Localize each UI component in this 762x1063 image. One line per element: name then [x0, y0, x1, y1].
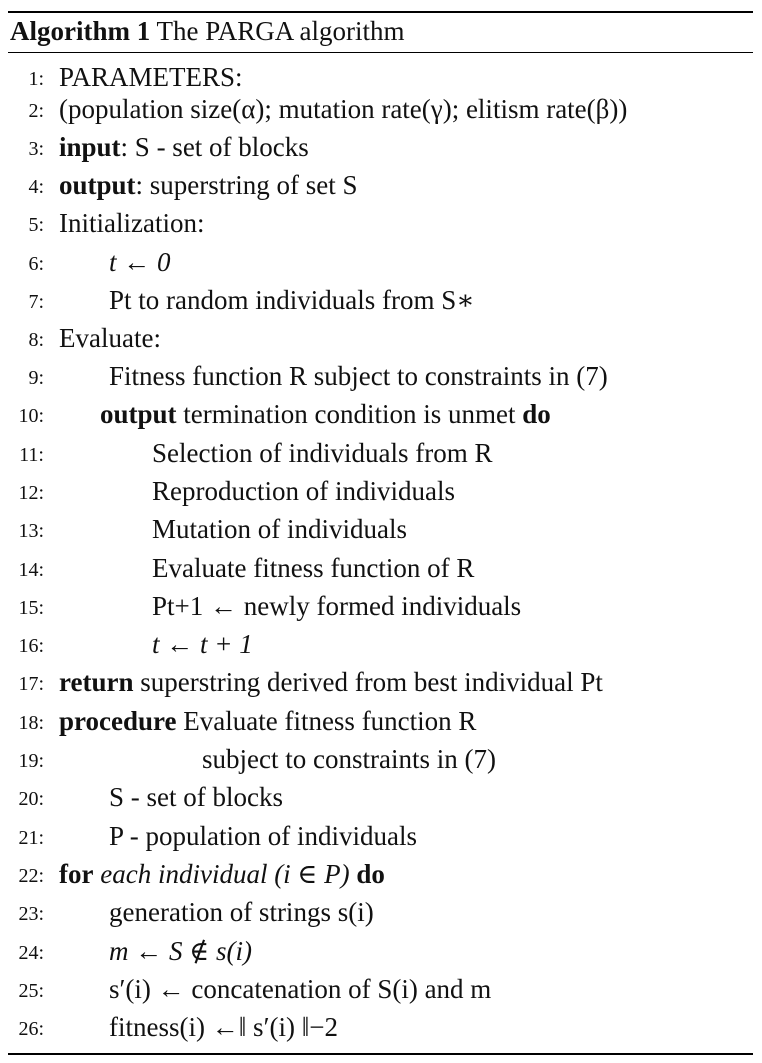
line-text: [59, 855, 385, 893]
line-text: generation of strings s(i): [109, 897, 374, 927]
algorithm-line: [0, 204, 762, 242]
algorithm-line: [0, 510, 762, 548]
line-number: 2:: [28, 100, 44, 122]
line-number: 9:: [28, 367, 44, 389]
algorithm-line: [0, 166, 762, 204]
line-text: t ← t + 1: [152, 629, 253, 659]
algorithm-line: [0, 778, 762, 816]
line-rest: superstring derived from best individual Pt: [133, 667, 603, 697]
algorithm-line: [0, 281, 762, 319]
line-number: 26:: [18, 1018, 44, 1040]
line-text: [59, 663, 603, 701]
line-number: 20:: [18, 788, 44, 810]
line-number: 21:: [18, 827, 44, 849]
algorithm-line: [0, 395, 762, 433]
algorithm-line: [0, 663, 762, 701]
line-number: 25:: [18, 980, 44, 1002]
line-number: 24:: [18, 942, 44, 964]
line-number: 23:: [18, 903, 44, 925]
algorithm-line: [0, 319, 762, 357]
line-text: Evaluate fitness function of R: [152, 553, 475, 583]
line-text: Selection of individuals from R: [152, 438, 493, 468]
keyword-procedure: procedure: [59, 706, 177, 736]
algorithm-line: [0, 472, 762, 510]
line-text: Pt to random individuals from S∗: [109, 285, 475, 315]
line-rest: each individual (i ∈ P): [93, 859, 357, 889]
line-text: t ← 0: [109, 247, 171, 277]
algorithm-line: [0, 128, 762, 166]
line-text: [59, 128, 309, 166]
line-number: 22:: [18, 865, 44, 887]
line-text: [59, 166, 358, 204]
line-text: Reproduction of individuals: [152, 476, 455, 506]
keyword-input: input: [59, 132, 121, 162]
line-text: [100, 395, 551, 433]
line-number: 14:: [18, 559, 44, 581]
algorithm-line: [0, 893, 762, 931]
line-number: 6:: [28, 253, 44, 275]
line-text: [59, 702, 476, 740]
line-number: 10:: [18, 405, 44, 427]
keyword-do: do: [356, 859, 385, 889]
line-text: Evaluate:: [59, 323, 161, 353]
algorithm-title: The PARGA algorithm: [156, 16, 405, 46]
algorithm-label: Algorithm 1: [10, 16, 151, 46]
line-number: 18:: [18, 712, 44, 734]
algorithm-caption: [10, 14, 405, 48]
line-number: 5:: [28, 214, 44, 236]
line-rest: : S - set of blocks: [120, 132, 309, 162]
line-number: 4:: [28, 176, 44, 198]
line-number: 3:: [28, 138, 44, 160]
top-rule: [8, 11, 753, 13]
algorithm-line: [0, 970, 762, 1008]
line-text: Fitness function R subject to constraints in (7): [109, 361, 608, 391]
bottom-rule: [8, 1053, 753, 1055]
line-text: Initialization:: [59, 208, 205, 238]
algorithm-line: [0, 434, 762, 472]
line-number: 7:: [28, 291, 44, 313]
algorithm-line: [0, 817, 762, 855]
line-rest: Evaluate fitness function R: [176, 706, 477, 736]
line-number: 15:: [18, 597, 44, 619]
line-number: 1:: [28, 68, 44, 90]
keyword-output: output: [100, 399, 177, 429]
algorithm-line: [0, 587, 762, 625]
line-text: PARAMETERS:: [59, 62, 243, 92]
line-number: 11:: [19, 444, 44, 466]
line-text: S - set of blocks: [109, 782, 283, 812]
keyword-return: return: [59, 667, 134, 697]
algorithm-line: [0, 1008, 762, 1046]
line-text: (population size(α); mutation rate(γ); elitism rate(β)): [59, 94, 628, 124]
line-text: P - population of individuals: [109, 821, 417, 851]
line-text: subject to constraints in (7): [202, 744, 496, 774]
algorithm-line: [0, 855, 762, 893]
algorithm-line: [0, 357, 762, 395]
algorithm-line: [0, 90, 762, 128]
line-number: 13:: [18, 520, 44, 542]
algorithm-line: [0, 932, 762, 970]
algorithm-line: [0, 243, 762, 281]
line-text: m ← S ∉ s(i): [109, 936, 252, 966]
caption-rule: [8, 52, 753, 53]
line-number: 17:: [18, 673, 44, 695]
keyword-do: do: [522, 399, 551, 429]
keyword-output: output: [59, 170, 136, 200]
line-number: 12:: [18, 482, 44, 504]
keyword-for: for: [59, 859, 94, 889]
line-text: s′(i) ← concatenation of S(i) and m: [109, 974, 492, 1004]
line-rest: : superstring of set S: [135, 170, 358, 200]
algorithm-line: [0, 625, 762, 663]
line-number: 8:: [28, 329, 44, 351]
line-number: 19:: [18, 750, 44, 772]
algorithm-line: [0, 549, 762, 587]
line-number: 16:: [18, 635, 44, 657]
algorithm-line: [0, 740, 762, 778]
line-text: fitness(i) ←‖ s′(i) ‖−2: [109, 1012, 339, 1042]
algorithm-line: [0, 702, 762, 740]
line-text: Pt+1 ← newly formed individuals: [152, 591, 522, 621]
line-rest: termination condition is unmet: [176, 399, 523, 429]
line-text: Mutation of individuals: [152, 514, 407, 544]
